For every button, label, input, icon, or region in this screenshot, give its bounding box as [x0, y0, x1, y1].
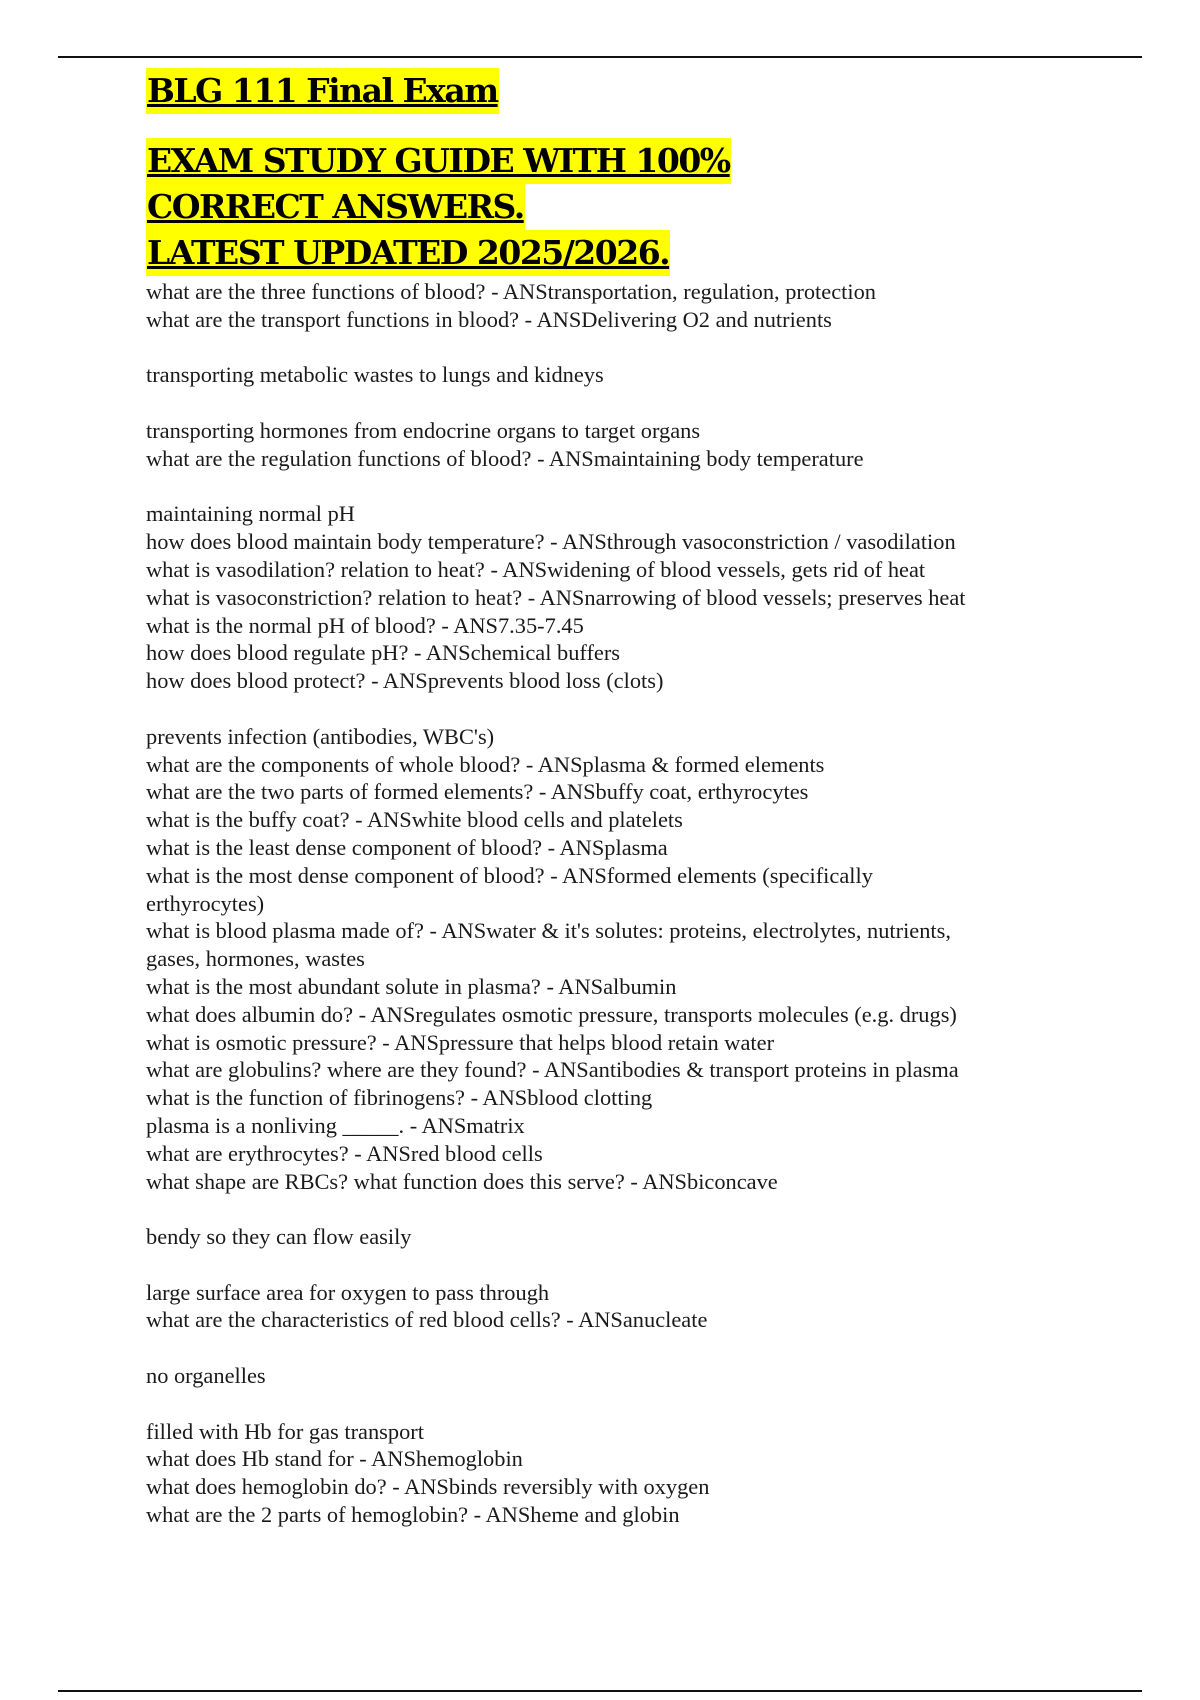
qa-line: what are the characteristics of red blood cells? - ANSanucleate — [146, 1307, 708, 1333]
qa-line: what is vasodilation? relation to heat? - ANSwidening of blood vessels, gets rid of heat — [146, 556, 926, 582]
title-block — [146, 68, 1046, 114]
qa-line: plasma is a nonliving _____. - ANSmatrix — [146, 1112, 525, 1138]
top-rule — [58, 56, 1142, 58]
subtitle-line: CORRECT ANSWERS. — [146, 184, 525, 230]
qa-line: no organelles — [146, 1363, 266, 1389]
qa-line: what does albumin do? - ANSregulates osmotic pressure, transports molecules (e.g. drugs) — [146, 1001, 957, 1027]
blank-line — [146, 473, 1046, 501]
subtitle-block — [146, 138, 1046, 276]
qa-line: what are the three functions of blood? - ANStransportation, regulation, protection — [146, 279, 876, 304]
qa-line: what is the least dense component of blood? - ANSplasma — [146, 834, 668, 860]
qa-line: what shape are RBCs? what function does this serve? - ANSbiconcave — [146, 1168, 778, 1194]
qa-line: what is the most abundant solute in plasma? - ANSalbumin — [146, 973, 677, 999]
qa-line: what are globulins? where are they found? - ANSantibodies & transport proteins in plasma — [146, 1057, 959, 1083]
qa-line: large surface area for oxygen to pass through — [146, 1279, 550, 1305]
qa-line: what is the function of fibrinogens? - ANSblood clotting — [146, 1085, 653, 1111]
blank-line — [146, 389, 1046, 417]
qa-line: what are the components of whole blood? - ANSplasma & formed elements — [146, 751, 825, 777]
qa-line: what is the most dense component of blood? - ANSformed elements (specifically — [146, 862, 873, 888]
qa-line: what are the regulation functions of blood? - ANSmaintaining body temperature — [146, 445, 864, 471]
qa-line: what are the two parts of formed elements? - ANSbuffy coat, erthyrocytes — [146, 779, 809, 805]
qa-line: what is blood plasma made of? - ANSwater & it's solutes: proteins, electrolytes, nutrients, — [146, 918, 951, 944]
qa-line: gases, hormones, wastes — [146, 946, 365, 972]
qa-line: what is vasoconstriction? relation to heat? - ANSnarrowing of blood vessels; preserves heat — [146, 584, 966, 610]
qa-line: bendy so they can flow easily — [146, 1224, 412, 1250]
qa-line: prevents infection (antibodies, WBC's) — [146, 723, 495, 749]
bottom-rule — [58, 1690, 1142, 1692]
qa-line: what does Hb stand for - ANShemoglobin — [146, 1446, 523, 1472]
qa-line: what does hemoglobin do? - ANSbinds reversibly with oxygen — [146, 1474, 710, 1500]
qa-line: filled with Hb for gas transport — [146, 1418, 424, 1444]
blank-line — [146, 1334, 1046, 1362]
document-title: BLG 111 Final Exam — [146, 68, 499, 114]
qa-line: how does blood protect? - ANSprevents blood loss (clots) — [146, 668, 664, 694]
blank-line — [146, 1195, 1046, 1223]
blank-line — [146, 1251, 1046, 1279]
page-content — [146, 68, 1046, 1529]
qa-line: what are the transport functions in blood? - ANSDelivering O2 and nutrients — [146, 306, 832, 332]
qa-line: how does blood regulate pH? - ANSchemical buffers — [146, 640, 621, 666]
qa-line: what is the normal pH of blood? - ANS7.35-7.45 — [146, 612, 584, 638]
subtitle-line: LATEST UPDATED 2025/2026. — [146, 230, 670, 276]
qa-line: erthyrocytes) — [146, 890, 265, 916]
blank-line — [146, 334, 1046, 362]
qa-line: how does blood maintain body temperature? - ANSthrough vasoconstriction / vasodilation — [146, 529, 956, 555]
qa-list — [146, 278, 1046, 1529]
qa-line: transporting metabolic wastes to lungs and kidneys — [146, 362, 604, 388]
qa-line: what is the buffy coat? - ANSwhite blood cells and platelets — [146, 807, 683, 833]
qa-line: transporting hormones from endocrine organs to target organs — [146, 417, 701, 443]
subtitle-line: EXAM STUDY GUIDE WITH 100% — [146, 138, 731, 184]
blank-line — [146, 695, 1046, 723]
qa-line: maintaining normal pH — [146, 501, 355, 527]
qa-line: what are the 2 parts of hemoglobin? - ANSheme and globin — [146, 1502, 680, 1528]
blank-line — [146, 1390, 1046, 1418]
qa-line: what are erythrocytes? - ANSred blood cells — [146, 1140, 543, 1166]
qa-line: what is osmotic pressure? - ANSpressure that helps blood retain water — [146, 1029, 775, 1055]
